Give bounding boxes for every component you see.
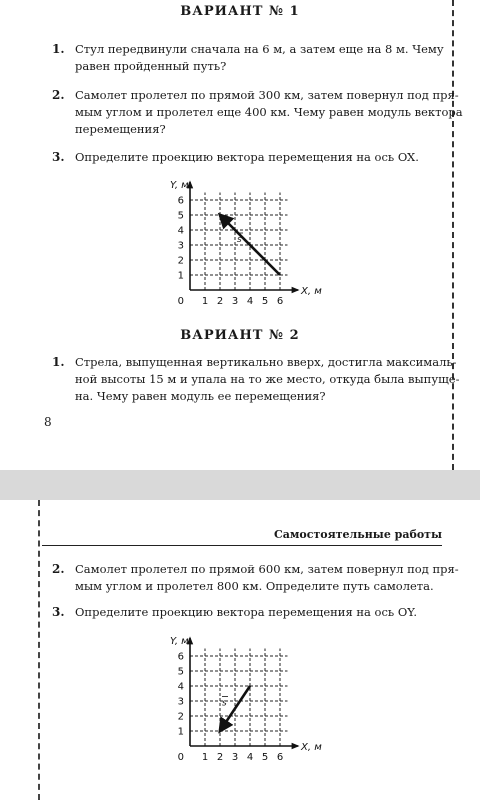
x-tick-label: 6 — [276, 296, 284, 307]
x-tick-label: 5 — [261, 296, 269, 307]
y-tick-label: 4 — [177, 681, 184, 693]
displacement-graph-1 — [160, 172, 340, 312]
y-tick-label: 4 — [177, 225, 184, 237]
p2-task3-text — [75, 604, 417, 621]
x-tick-label: 2 — [216, 296, 224, 307]
y-tick-label: 6 — [177, 195, 184, 207]
v1-task2-number: 2. — [52, 88, 65, 102]
header-rule — [42, 545, 442, 546]
y-axis-label: Y, м — [170, 180, 189, 191]
x-tick-label: 2 — [216, 752, 224, 763]
variant-2-title: ВАРИАНТ № 2 — [180, 328, 300, 343]
variant-1-title: ВАРИАНТ № 1 — [180, 4, 300, 19]
x-axis-label: X, м — [301, 286, 322, 297]
y-tick-label: 1 — [177, 270, 184, 282]
x-tick-label: 5 — [261, 752, 269, 763]
p2-task2-number: 2. — [52, 562, 65, 576]
y-tick-label: 5 — [177, 210, 184, 222]
text-line: на. Чему равен модуль ее перемещения? — [75, 389, 326, 403]
v1-task3-text — [75, 149, 419, 166]
text-line: Самолет пролетел по прямой 600 км, затем повернул под пря- — [75, 562, 459, 576]
text-line: мым углом и пролетел 800 км. Определите путь самолета. — [75, 579, 434, 593]
page-edge-dashed-line — [38, 500, 40, 800]
y-tick-label: 2 — [177, 711, 184, 723]
v1-task1-text — [75, 41, 444, 75]
y-tick-label: 3 — [177, 240, 184, 252]
text-line: ной высоты 15 м и упала на то же место, откуда была выпуще- — [75, 372, 460, 386]
x-tick-label: 1 — [201, 296, 209, 307]
page-separator — [0, 470, 480, 500]
text-line: Определите проекцию вектора перемещения на ось OY. — [75, 605, 418, 619]
v1-task2-text — [75, 87, 463, 138]
p2-task3-number: 3. — [52, 605, 65, 619]
x-tick-label: 6 — [276, 752, 284, 763]
y-axis-label: Y, м — [170, 636, 189, 647]
y-tick-label: 1 — [177, 726, 184, 738]
origin-label: 0 — [177, 752, 184, 763]
y-tick-label: 2 — [177, 255, 184, 267]
text-line: Определите проекцию вектора перемещения на ось OX. — [75, 150, 419, 164]
v1-task1-number: 1. — [52, 42, 65, 56]
p2-task2-text — [75, 561, 459, 595]
v2-task1-number: 1. — [52, 355, 65, 369]
v2-task1-text — [75, 354, 460, 405]
displacement-graph-2 — [160, 628, 340, 768]
y-tick-label: 5 — [177, 666, 184, 678]
origin-label: 0 — [177, 296, 184, 307]
y-tick-label: 6 — [177, 651, 184, 663]
x-tick-label: 4 — [246, 296, 254, 307]
vector-label: s — [237, 235, 242, 245]
x-tick-label: 4 — [246, 752, 254, 763]
text-line: Стул передвинули сначала на 6 м, а затем еще на 8 м. Чему — [75, 42, 444, 56]
vector-label: s — [222, 698, 227, 709]
text-line: перемещения? — [75, 122, 166, 136]
x-tick-label: 3 — [231, 752, 239, 763]
x-axis-label: X, м — [301, 742, 322, 753]
x-tick-label: 3 — [231, 296, 239, 307]
x-tick-label: 1 — [201, 752, 209, 763]
running-header: Самостоятельные работы — [273, 528, 442, 541]
v1-task3-number: 3. — [52, 150, 65, 164]
text-line: Самолет пролетел по прямой 300 км, затем повернул под пря- — [75, 88, 459, 102]
text-line: мым углом и пролетел еще 400 км. Чему равен модуль вектора — [75, 105, 463, 119]
text-line: Стрела, выпущенная вертикально вверх, достигла максималь- — [75, 355, 457, 369]
page-number: 8 — [44, 415, 52, 429]
page-bottom — [0, 500, 480, 800]
text-line: равен пройденный путь? — [75, 59, 227, 73]
y-tick-label: 3 — [177, 696, 184, 708]
